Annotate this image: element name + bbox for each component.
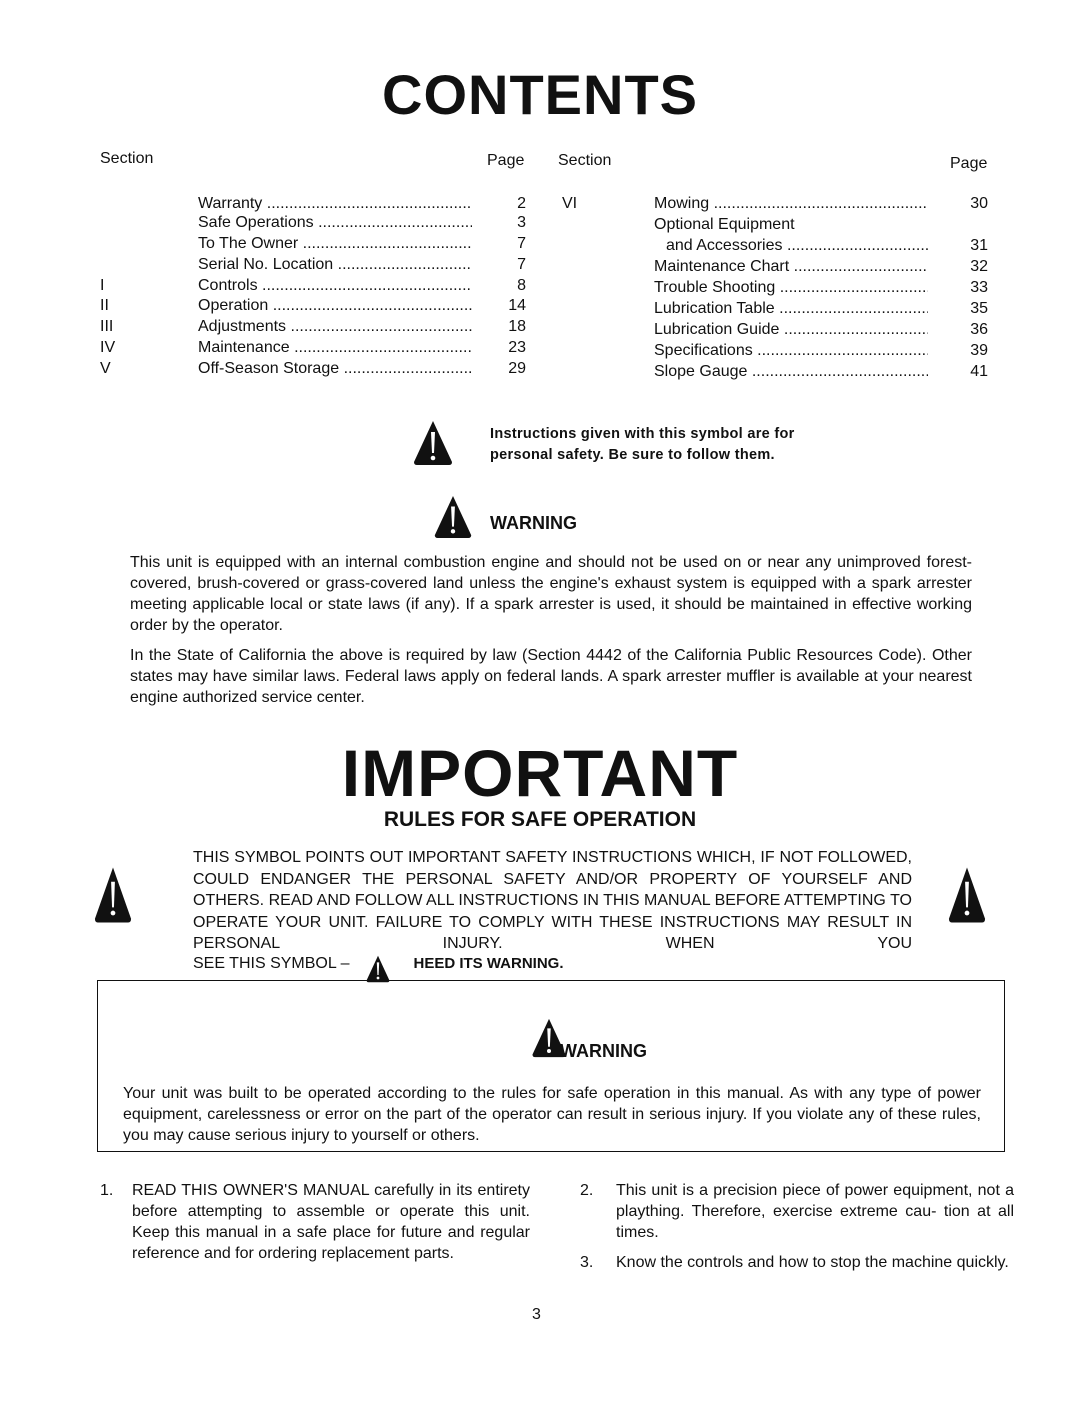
rule-text: READ THIS OWNER'S MANUAL carefully in its entirety before attempting to assemble or operate this unit. Keep this manual in a safe place for future and regular reference and for ordering replacement parts. [132, 1182, 530, 1262]
toc-entry-title: Warranty ..... [198, 193, 472, 214]
toc-entry-title: and Accessories ..... [666, 235, 928, 256]
warning-box [97, 980, 1005, 1152]
toc-page-number: 2 [517, 195, 526, 212]
warning-triangle-icon [94, 866, 132, 924]
toc-section-number: VI [562, 195, 578, 212]
toc-page-number: 3 [517, 214, 526, 231]
warning-triangle-icon [413, 420, 453, 466]
toc-header-page-left: Page [487, 152, 525, 169]
toc-page-number: 41 [970, 363, 988, 380]
contents-title: CONTENTS [382, 63, 698, 126]
toc-section-number: III [100, 318, 114, 335]
toc-entry-title: Optional Equipment [654, 216, 795, 233]
toc-page-number: 35 [970, 300, 988, 317]
page-number: 3 [532, 1306, 541, 1323]
rule-number: 3. [580, 1254, 594, 1271]
toc-page-number: 23 [508, 339, 526, 356]
toc-header-section-right: Section [558, 152, 612, 169]
toc-entry-title: Mowing ..... [654, 193, 928, 214]
toc-entry [0, 277, 1080, 298]
toc-section-number: I [100, 277, 105, 294]
warning-paragraph: This unit is equipped with an internal combustion engine and should not be used on or near any unimproved forest-covered, brush-covered or grass-covered land unless the engine's exhaust system is equipped with a spark arrester meeting applicable local or state laws (if any). If a spark arrester is used, it should be maintained in effective working order by the operator. [130, 554, 972, 634]
warning-triangle-icon [366, 955, 390, 983]
toc-header-section-left: Section [100, 150, 154, 167]
toc-page-number: 18 [508, 318, 526, 335]
toc-entry-title: Lubrication Table ..... [654, 298, 928, 319]
heed-warning-text: HEED ITS WARNING. [413, 955, 564, 972]
toc-entry-title: Trouble Shooting ..... [654, 277, 928, 298]
toc-page-number: 8 [517, 277, 526, 294]
toc-page-number: 7 [517, 235, 526, 252]
important-title: IMPORTANT [341, 736, 739, 810]
rule-item [100, 1180, 530, 1264]
toc-entry-title: Maintenance ..... [198, 337, 472, 358]
toc-entry-title: Adjustments ..... [198, 316, 472, 337]
toc-page-number: 31 [970, 237, 988, 254]
warning-triangle-icon [948, 866, 986, 924]
toc-page-number: 32 [970, 258, 988, 275]
toc-entry [0, 361, 1080, 382]
toc-page-number: 30 [970, 195, 988, 212]
rule-text: This unit is a precision piece of power equipment, not a plaything. Therefore, exercise extreme cau- tion at all times. [616, 1182, 1014, 1241]
symbol-note-line: personal safety. Be sure to follow them. [490, 447, 775, 463]
toc-entry [0, 193, 1080, 214]
toc-entry [0, 319, 1080, 340]
warning-heading: WARNING [560, 1041, 647, 1061]
toc-page-number: 29 [508, 360, 526, 377]
toc-entry-title: Lubrication Guide ..... [654, 319, 928, 340]
warning-box-text: Your unit was built to be operated according to the rules for safe operation in this manual. As with any type of power equipment, carelessness or error on the part of the operator can result in serious injury. If you violate any of these rules, you may cause serious injury to yourself or others. [123, 1085, 981, 1144]
toc-entry-title: Safe Operations ..... [198, 212, 472, 233]
toc-entry [0, 340, 1080, 361]
toc-entry-title: Specifications ..... [654, 340, 928, 361]
rule-number: 1. [100, 1182, 114, 1199]
warning-triangle-icon [433, 495, 473, 539]
see-symbol-text: SEE THIS SYMBOL – [193, 955, 350, 972]
rule-item [580, 1180, 1014, 1243]
toc-section-number: II [100, 297, 109, 314]
toc-entry [0, 235, 1080, 256]
toc-header-page-right: Page [950, 155, 988, 172]
toc-entry [0, 214, 1080, 235]
california-paragraph: In the State of California the above is required by law (Section 4442 of the California Public Resources Code). Other states may have similar laws. Federal laws apply on federal lands. A spark arrester muffler is available at your nearest engine authorized service center. [130, 647, 972, 706]
toc-entry [0, 298, 1080, 319]
toc-entry [0, 256, 1080, 277]
rule-text: Know the controls and how to stop the machine quickly. [616, 1254, 1009, 1271]
toc-page-number: 14 [508, 297, 526, 314]
toc-entry-title: Off-Season Storage ..... [198, 358, 472, 379]
toc-entry-title: Serial No. Location ..... [198, 254, 472, 275]
warning-heading: WARNING [490, 513, 577, 533]
toc-page-number: 36 [970, 321, 988, 338]
toc-page-number: 33 [970, 279, 988, 296]
toc-entry-title: To The Owner ..... [198, 233, 472, 254]
toc-entry-title: Operation ..... [198, 295, 472, 316]
rule-item [580, 1252, 1014, 1273]
toc-section-number: V [100, 360, 111, 377]
toc-section-number: IV [100, 339, 116, 356]
rule-number: 2. [580, 1182, 594, 1199]
rules-subtitle: RULES FOR SAFE OPERATION [383, 808, 697, 831]
toc-entry-title: Slope Gauge ..... [654, 361, 928, 382]
toc-page-number: 39 [970, 342, 988, 359]
symbol-note-line: Instructions given with this symbol are for [490, 426, 795, 442]
toc-entry-title: Controls ..... [198, 275, 472, 296]
toc-entry-title: Maintenance Chart ..... [654, 256, 928, 277]
rules-intro-text: THIS SYMBOL POINTS OUT IMPORTANT SAFETY INSTRUCTIONS WHICH, IF NOT FOLLOWED, COULD ENDANGER THE PERSONAL SAFETY AND/OR PROPERTY OF YOURSELF AND OTHERS. READ AND FOLLOW ALL INSTRUCTIONS IN THIS MANUAL BEFORE ATTEMPTING TO OPERATE YOUR UNIT. FAILURE TO COMPLY WITH THESE INSTRUCTIONS MAY RESULT IN PERSONAL INJURY. WHEN YOU [193, 849, 912, 952]
toc-page-number: 7 [517, 256, 526, 273]
